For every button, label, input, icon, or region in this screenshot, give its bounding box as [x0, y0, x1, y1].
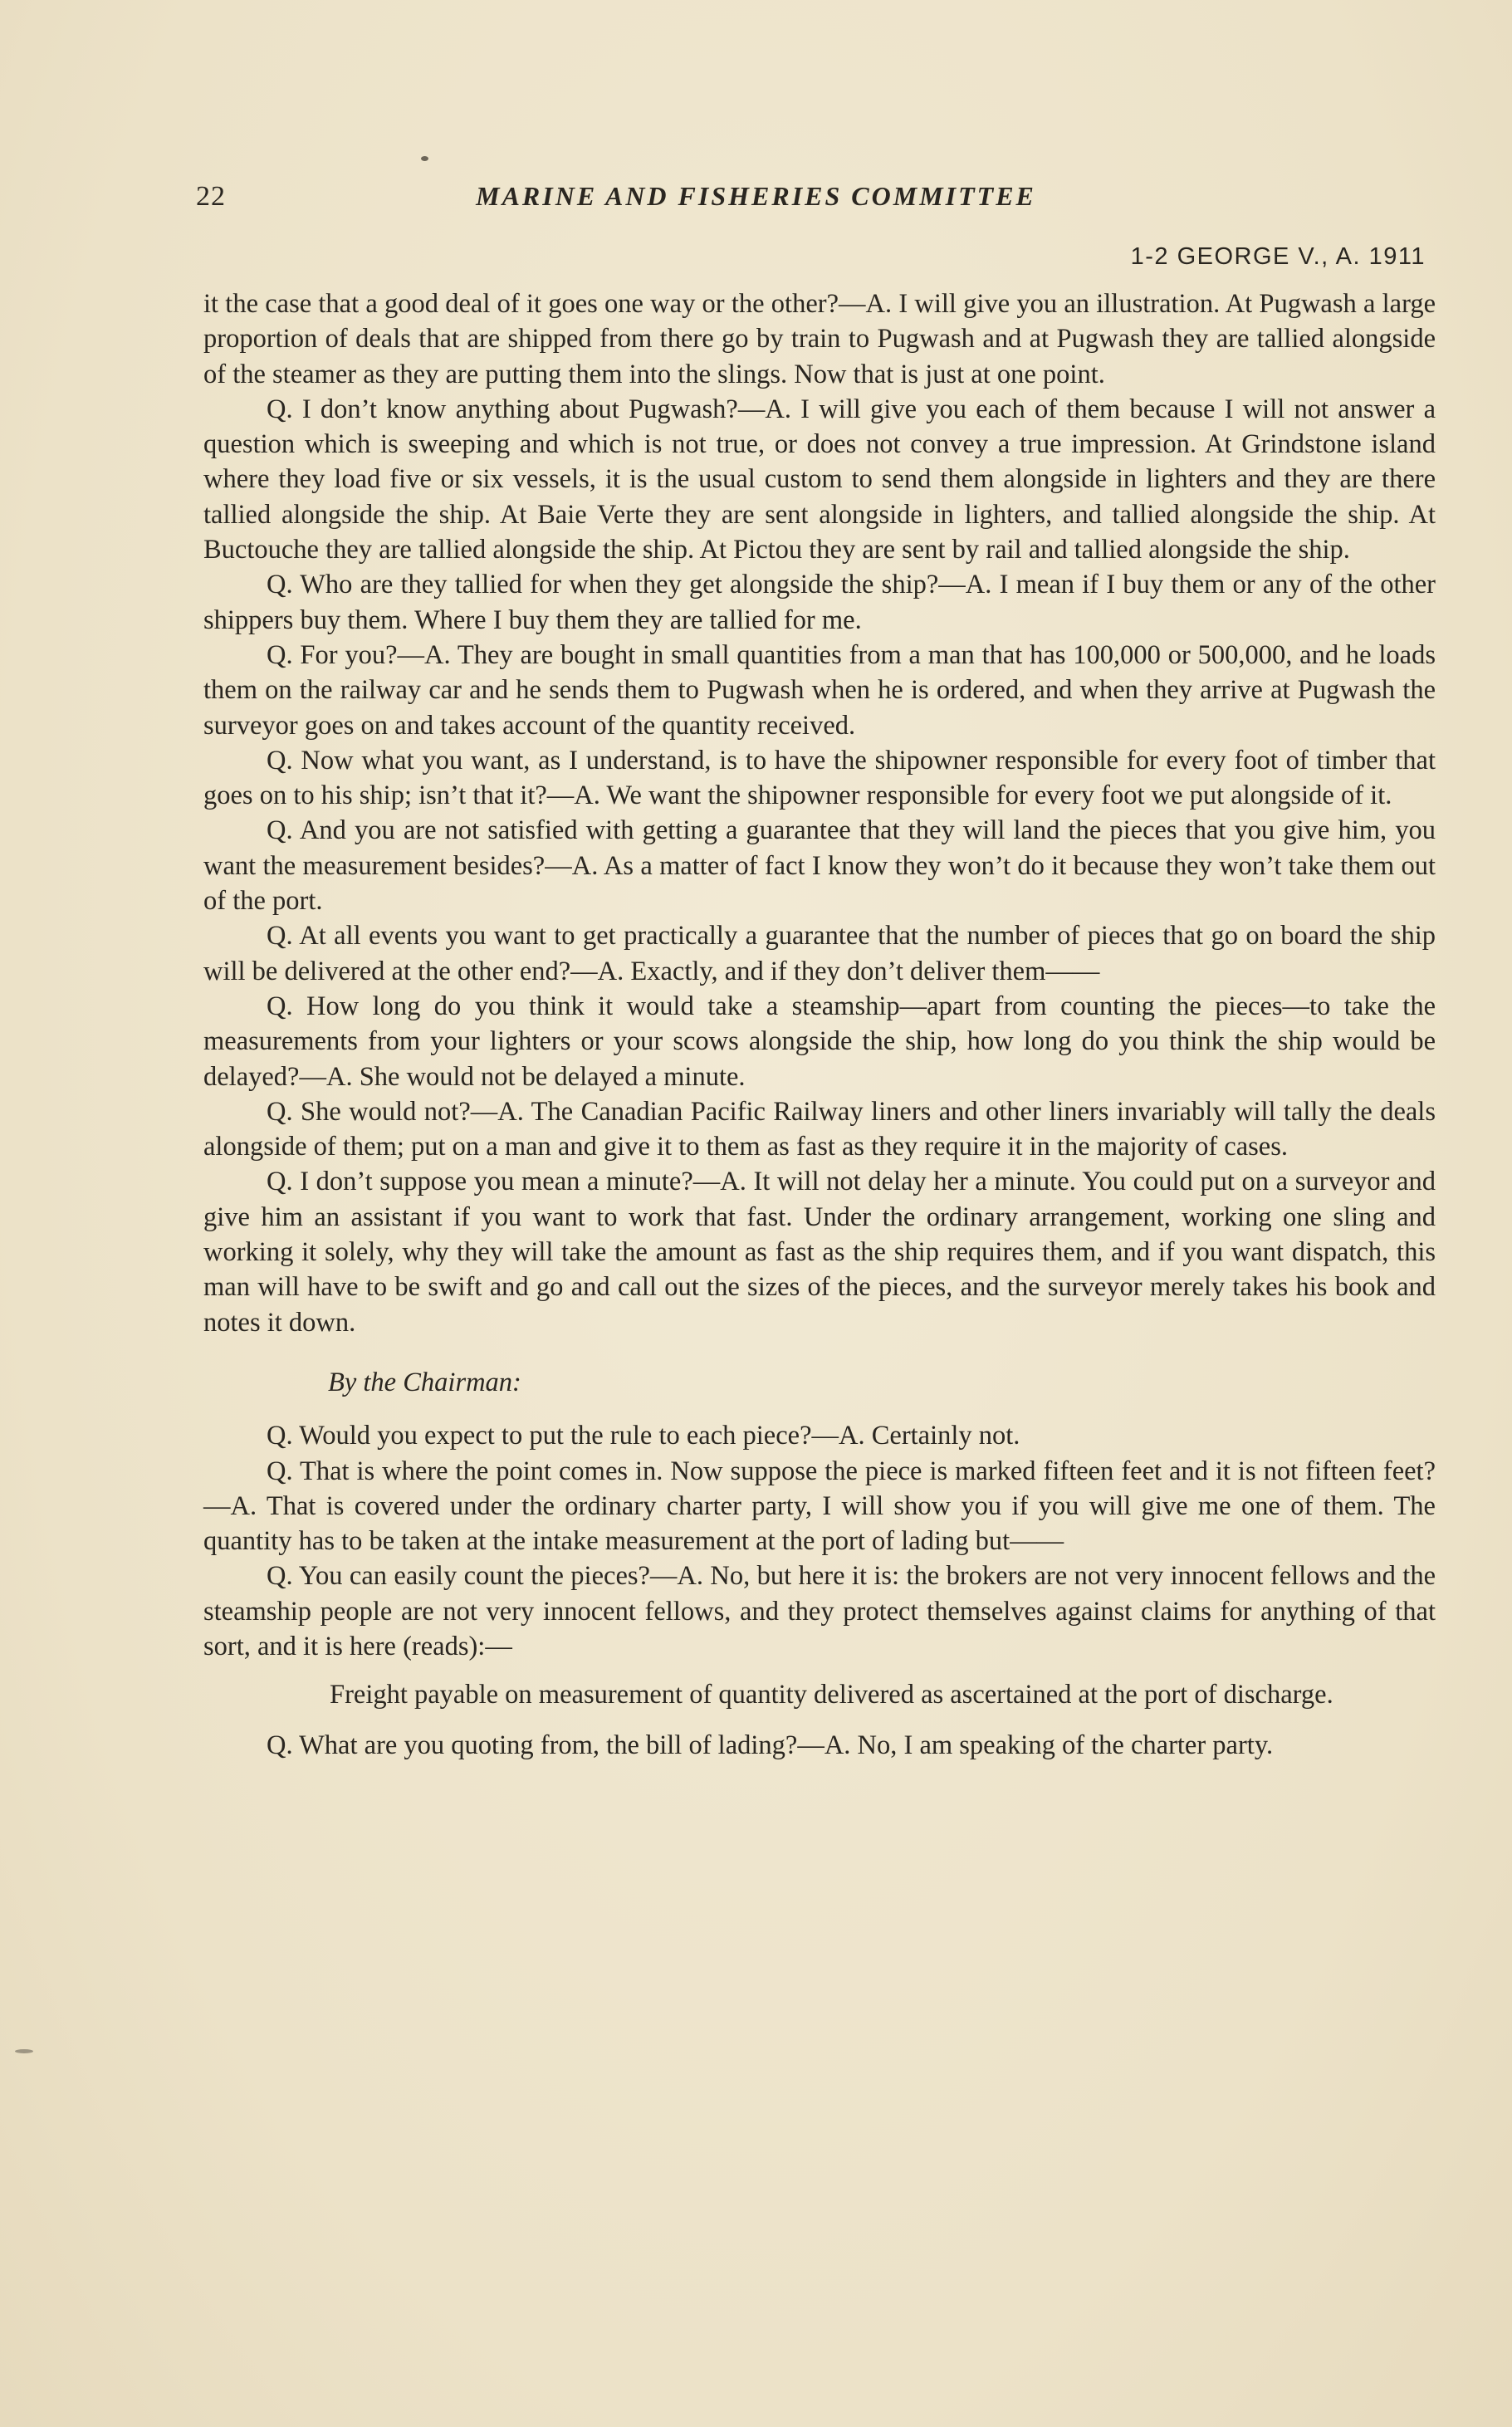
paragraph: Q. That is where the point comes in. Now suppose the piece is marked fifteen feet and it is not fifteen feet?—A. That is covered under the ordinary charter party, I will show you if you will give me one of them. The quantity has to be taken at the intake measurement at the port of lading but——	[203, 1456, 1436, 1557]
paragraph: Q. You can easily count the pieces?—A. No, but here it is: the brokers are not very innocent fellows and the steamship people are not very innocent fellows, and they protect themselves against claims for anything of that sort, and it is here (reads):—	[203, 1561, 1436, 1661]
paragraph: Q. Who are they tallied for when they get alongside the ship?—A. I mean if I buy them or any of the other shippers buy them. Where I buy them they are tallied for me.	[203, 570, 1436, 635]
paragraph: Q. What are you quoting from, the bill of lading?—A. No, I am speaking of the charter party.	[267, 1730, 1274, 1760]
running-title: MARINE AND FISHERIES COMMITTEE	[476, 181, 1036, 211]
paragraph: Q. I don’t suppose you mean a minute?—A. It will not delay her a minute. You could put on a surveyor and give him an assistant if you want to work that fast. Under the ordinary arrangement, working one sling and working it solely, why they will take the amount as fast as the ship requires them, and if you want dispatch, this man will have to be swift and go and call out the sizes of the pieces, and the surveyor merely takes his book and notes it down.	[203, 1167, 1436, 1338]
paragraph: Q. How long do you think it would take a steamship—apart from counting the pieces—to take the measurements from your lighters or your scows alongside the ship, how long do you think the ship would be delayed?—A. She would not be delayed a minute.	[203, 991, 1436, 1092]
paragraph: Q. And you are not satisfied with getting a guarantee that they will land the pieces that you give him, you want the measurement besides?—A. As a matter of fact I know they won’t do it because they won’t take them out of the port.	[203, 815, 1436, 917]
session-reference: 1-2 GEORGE V., A. 1911	[1130, 243, 1426, 270]
paper-speck	[15, 2049, 33, 2053]
block-quote: Freight payable on measurement of quantity delivered as ascertained at the port of discharge.	[330, 1680, 1333, 1710]
paragraph: Q. Now what you want, as I understand, is to have the shipowner responsible for every foot of timber that goes on to his ship; isn’t that it?—A. We want the shipowner responsible for every foot we put alongside of it.	[203, 745, 1436, 811]
section-heading: By the Chairman:	[328, 1367, 521, 1397]
paragraph: Q. Would you expect to put the rule to each piece?—A. Certainly not.	[267, 1421, 1020, 1451]
paragraph: Q. At all events you want to get practically a guarantee that the number of pieces that go on board the ship will be delivered at the other end?—A. Exactly, and if they don’t deliver them——	[203, 921, 1436, 986]
paragraph: Q. For you?—A. They are bought in small quantities from a man that has 100,000 or 500,000, and he loads them on the railway car and he sends them to Pugwash when he is ordered, and when they arrive at Pugwash the surveyor goes on and takes account of the quantity received.	[203, 639, 1436, 741]
paper-speck	[421, 156, 428, 161]
paragraph: Q. She would not?—A. The Canadian Pacific Railway liners and other liners invariably will tally the deals alongside of them; put on a man and give it to them as fast as they require it in the majority of cases.	[203, 1096, 1436, 1162]
paragraph: Q. I don’t know anything about Pugwash?—A. I will give you each of them because I will not answer a question which is sweeping and which is not true, or does not convey a true impression. At Grindstone island where they load five or six vessels, it is the usual custom to send them alongside in lighters and they are there tallied alongside the ship. At Baie Verte they are sent alongside in lighters, and tallied alongside the ship. At Buctouche they are tallied alongside the ship. At Pictou they are sent by rail and tallied alongside the ship.	[203, 394, 1436, 565]
paragraph: it the case that a good deal of it goes one way or the other?—A. I will give you an illustration. At Pugwash a large proportion of deals that are shipped from there go by train to Pugwash and at Pugwash they are tallied alongside of the steamer as they are putting them into the slings. Now that is just at one point.	[203, 289, 1436, 389]
page-number: 22	[196, 181, 226, 212]
body-text	[203, 286, 1436, 1763]
